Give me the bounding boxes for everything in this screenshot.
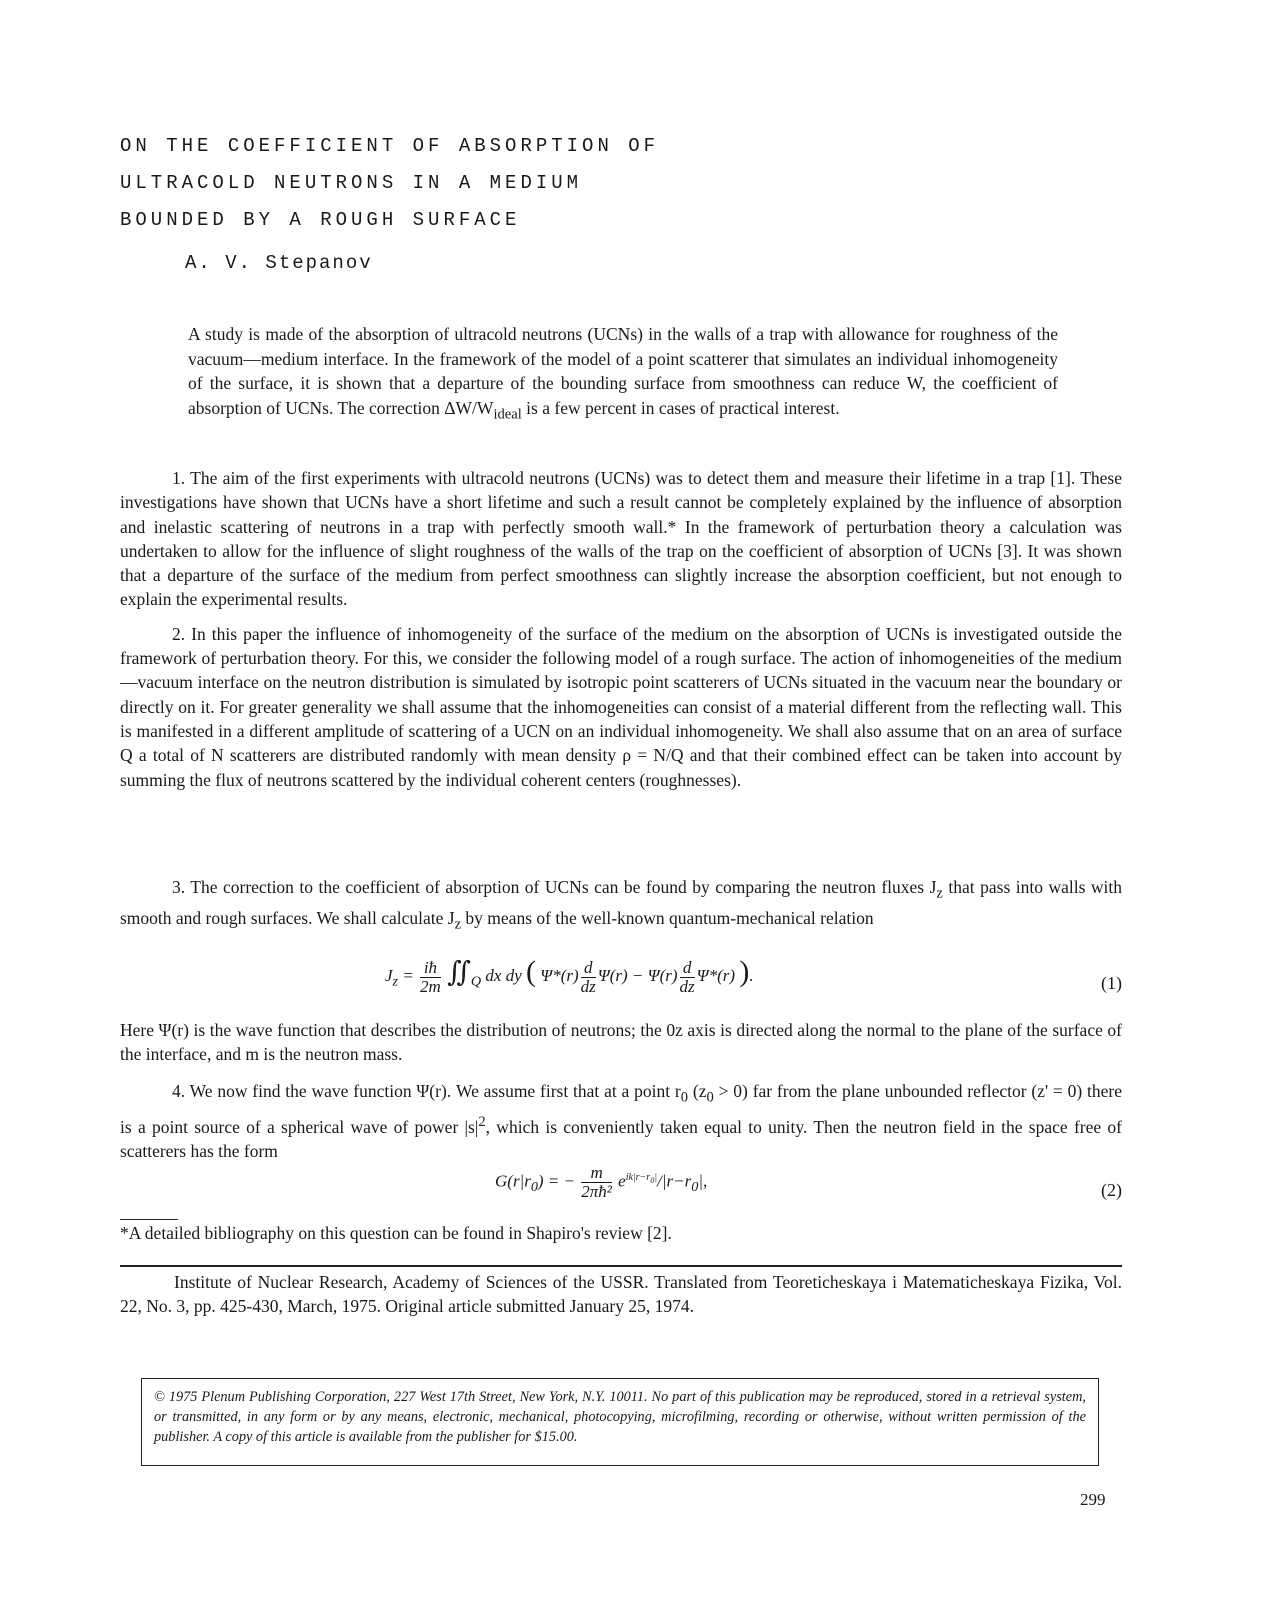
after-eq1-text: Here Ψ(r) is the wave function that describes the distribution of neutrons; the 0z axis is directed along the normal to the plane of the surface of the interface, and m is the neutron mass. (120, 1020, 1122, 1065)
affiliation-block (120, 1270, 1122, 1318)
copyright-box (141, 1378, 1099, 1466)
page-number: 299 (1080, 1490, 1106, 1509)
abstract-text: A study is made of the absorption of ultracold neutrons (UCNs) in the walls of a trap with allowance for roughness of the vacuum—medium interface. In the framework of the model of a point scatterer that simulates an individual inhomogeneity of the surface, it is shown that a departure of the bounding surface from smoothness can reduce W, the coefficient of absorption of UCNs. The correction ΔW/W (188, 324, 1058, 418)
article-title (120, 128, 659, 239)
paragraph-4 (120, 1079, 1122, 1163)
p3-text-a: 3. The correction to the coefficient of absorption of UCNs can be found by comparing the neutron fluxes J (172, 877, 937, 897)
copyright-text: © 1975 Plenum Publishing Corporation, 227 West 17th Street, New York, N.Y. 10011. No part of this publication may be reproduced, stored in a retrieval system, or transmitted, in any form or by any means, electronic, mechanical, photocopying, microfilming, recording or otherwise, without written permission of the publisher. A copy of this article is available from the publisher for $15.00. (154, 1389, 1086, 1445)
abstract-tail: is a few percent in cases of practical interest. (521, 397, 840, 418)
p4-sup: 2 (478, 1113, 486, 1130)
section-separator (120, 1265, 1122, 1267)
title-line-3: BOUNDED BY A ROUGH SURFACE (120, 209, 521, 231)
equation-1 (120, 955, 1122, 1015)
equation-1-body: $J_z$ = $\frac{iħ}{2m}$ $∬_Q$ dx dy ( Ψ*(r) $\frac{d}{dz}$ Ψ(r) − Ψ(r) $\frac{d}{dz}$ Ψ*(r) ). (385, 955, 754, 996)
p3-sub-1: z (936, 885, 943, 902)
title-line-2: ULTRACOLD NEUTRONS IN A MEDIUM (120, 172, 583, 194)
p3-text-c: by means of the well-known quantum-mechanical relation (461, 907, 874, 928)
author-name: A. V. Stepanov (185, 252, 373, 274)
title-line-1: ON THE COEFFICIENT OF ABSORPTION OF (120, 135, 660, 157)
equation-2 (120, 1164, 1122, 1224)
abstract (188, 322, 1058, 427)
p4-text-a: 4. We now find the wave function Ψ(r). We assume first that at a point r (172, 1081, 681, 1101)
p4-text-d: , which is conveniently taken equal to unity. Then the neutron field in the space free of scatterers has the form (120, 1116, 1122, 1161)
equation-1-number: (1) (1101, 973, 1122, 993)
p3-sub-2: z (454, 916, 462, 933)
abstract-subscript: ideal (493, 406, 522, 422)
paragraph-3 (120, 875, 1122, 937)
equation-2-number: (2) (1101, 1180, 1122, 1200)
paragraph-after-eq1 (120, 1018, 1122, 1067)
footnote-rule (120, 1219, 178, 1220)
p4-sub-1: 0 (680, 1089, 689, 1106)
paragraph-1: 1. The aim of the first experiments with ultracold neutrons (UCNs) was to detect them and measure their lifetime in a trap [1]. These investigations have shown that UCNs have a short lifetime and such a result cannot be completely explained by the influence of absorption and inelastic scattering of neutrons in a trap with perfectly smooth wall.* In the framework of perturbation theory a calculation was undertaken to allow for the influence of slight roughness of the walls of the trap on the coefficient of absorption of UCNs [3]. It was shown that a departure of the surface of the medium from perfect smoothness can slightly increase the absorption coefficient, but not enough to explain the experimental results. (120, 468, 1122, 610)
body-section-1-2 (120, 466, 1122, 792)
equation-2-body: $G(r|r_0)$ = − $\frac{m}{\text{2πħ²}}$ $e^{ik|r-r_0|}/|r-r_0|$, (495, 1163, 708, 1201)
affiliation-text: Institute of Nuclear Research, Academy of Sciences of the USSR. Translated from Teoreticheskaya i Matematicheskaya Fizika, Vol. 22, No. 3, pp. 425-430, March, 1975. Original article submitted January 25, 1974. (120, 1272, 1122, 1316)
p3-text-b: that pass into walls with smooth and rough surfaces. We shall calculate J (120, 877, 1123, 928)
p4-text-b: (z (688, 1081, 707, 1101)
paragraph-2: 2. In this paper the influence of inhomogeneity of the surface of the medium on the absorption of UCNs is investigated outside the framework of perturbation theory. For this, we consider the following model of a rough surface. The action of inhomogeneities of the medium—vacuum interface on the neutron distribution is simulated by isotropic point scatterers of UCNs situated in the vacuum near the boundary or directly on it. For greater generality we shall assume that the inhomogeneities can consist of a material different from the reflecting wall. This is manifested in a different amplitude of scattering of a UCN on an individual inhomogeneity. We shall also assume that on an area of surface Q a total of N scatterers are distributed randomly with mean density ρ = N/Q and that their combined effect can be taken into account by summing the flux of neutrons scattered by the individual coherent centers (roughnesses). (120, 623, 1122, 790)
p4-text-c: > 0) far from the plane unbounded reflector (z' = 0) there is a point source of a spherical wave of power |s| (120, 1081, 1122, 1137)
p4-sub-2: 0 (706, 1089, 714, 1106)
footnote: *A detailed bibliography on this question can be found in Shapiro's review [2]. (120, 1223, 672, 1243)
